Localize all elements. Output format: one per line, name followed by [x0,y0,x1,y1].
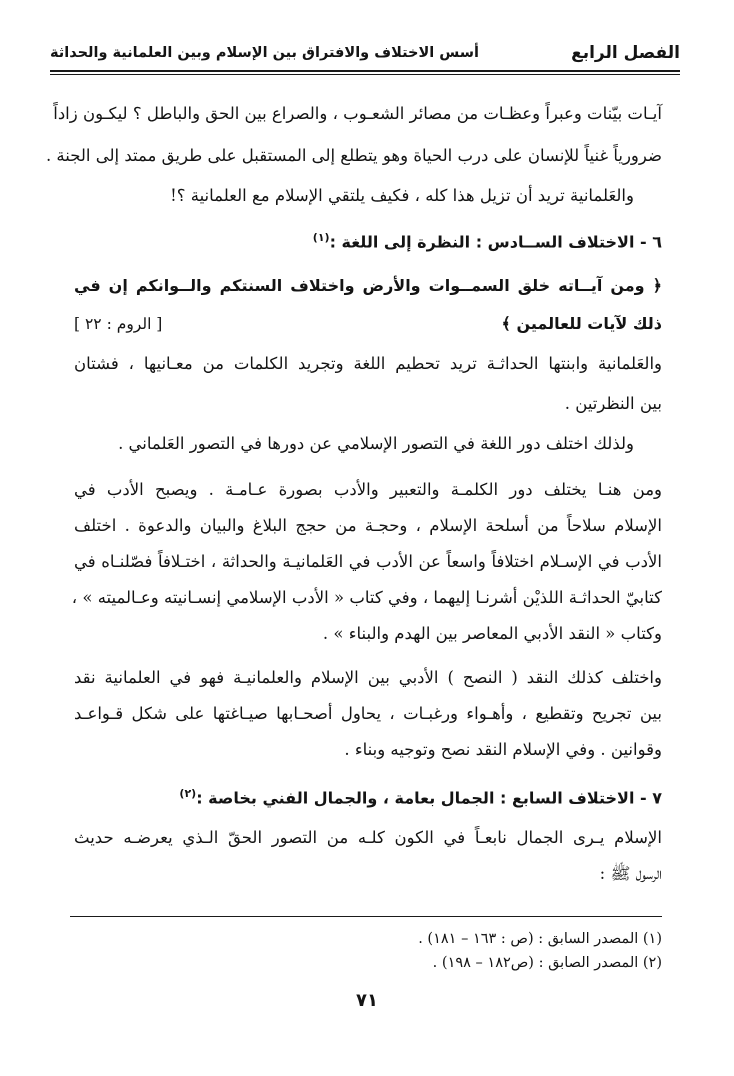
quran-verse-line-2 [74,312,662,336]
paragraph-line: وقوانين . وفي الإسلام النقد نصح وتوجيه وبناء . [344,740,662,759]
paragraph-line: بين تجريح وتقطيع ، وأهـواء ورغبـات ، يحاول أصحـابها صيـاغتها على شكل قـواعـد [74,704,662,723]
paragraph-line: الإسلام سلاحاً من أسلحة الإسلام ، وحجـة من حجج البلاغ والبيان والدعوة . اختلف [74,516,662,535]
quran-verse-text: ذلك لآيات للعالمين ﴾ [501,314,662,333]
quran-verse-line: ﴿ ومن آيــاته خلق السمــوات والأرض واختلاف السنتكم والــوانكم إن في [74,276,662,295]
paragraph-line: والعَلمانية تريد أن تزيل هذا كله ، فكيف يلتقي الإسلام مع العلمانية ؟! [170,186,634,205]
paragraph-line: ومن هنـا يختلف دور الكلمـة والتعبير والأدب بصورة عـامـة . ويصبح الأدب في [74,480,662,499]
header-rule [50,70,680,72]
section-heading-7 [74,782,662,810]
quran-reference: [ الروم : ٢٢ ] [74,315,163,333]
paragraph-line: بين النظرتين . [564,394,662,413]
section-heading-text: ٦ - الاختلاف الســادس : النظرة إلى اللغة : [329,232,662,252]
chapter-title: الفصل الرابع [571,43,680,63]
paragraph-line: الرسول ﷺ : [599,864,662,883]
running-header [50,38,680,68]
paragraph-line: الأدب في الإسـلام اختلافاً واسعاً عن الأدب في العَلمانيـة والحداثة ، اختـلافاً فصّلنـاه في [74,552,662,571]
paragraph-line: ولذلك اختلف دور اللغة في التصور الإسلامي عن دورها في التصور العَلماني . [118,434,634,453]
paragraph-line: واختلف كذلك النقد ( النصح ) الأدبي بين الإسلام والعلمانيـة فهو في العلمانية نقد [74,668,662,687]
paragraph-line: والعَلمانية وابنتها الحداثـة تريد تحطيم اللغة وتجريد الكلمات من معـانيها ، فشتان [74,354,662,373]
page-number: ٧١ [356,990,378,1011]
section-heading-6 [74,226,662,254]
footnote-1: (١) المصدر السابق : (ص : ١٦٣ – ١٨١) . [418,931,662,947]
book-title: أسس الاختلاف والافتراق بين الإسلام وبين العلمانية والحداثة [50,45,480,61]
paragraph-line: كتابيّ الحداثـة اللذيْن أشرنـا إليهما ، وفي كتاب « الأدب الإسلامي إنسـانيته وعـالميته » ، [71,588,662,607]
section-heading-text: ٧ - الاختلاف السابع : الجمال بعامة ، والجمال الفني بخاصة : [196,788,662,808]
paragraph-line: وكتاب « النقد الأدبي المعاصر بين الهدم والبناء » . [322,624,662,643]
header-rule-thin [50,74,680,75]
paragraph-line: ضرورياً غنياً للإنسان على درب الحياة وهو يتطلع إلى المستقبل على طريق ممتد إلى الجنة . [45,146,662,165]
footnote-rule [70,916,662,917]
paragraph-line: الإسلام يـرى الجمال نابعـاً في الكون كلـه من التصور الحقّ الـذي يعرضـه حديث [74,828,662,847]
paragraph-line: آيـات بيّنات وعبراً وعظـات من مصائر الشعـوب ، والصراع بين الحق والباطل ؟ ليكـون زاداً [53,104,662,123]
footnote-marker: (١) [312,231,330,244]
footnote-marker: (٢) [179,787,197,800]
footnote-2: (٢) المصدر الصابق : (ص١٨٢ – ١٩٨) . [432,955,662,971]
